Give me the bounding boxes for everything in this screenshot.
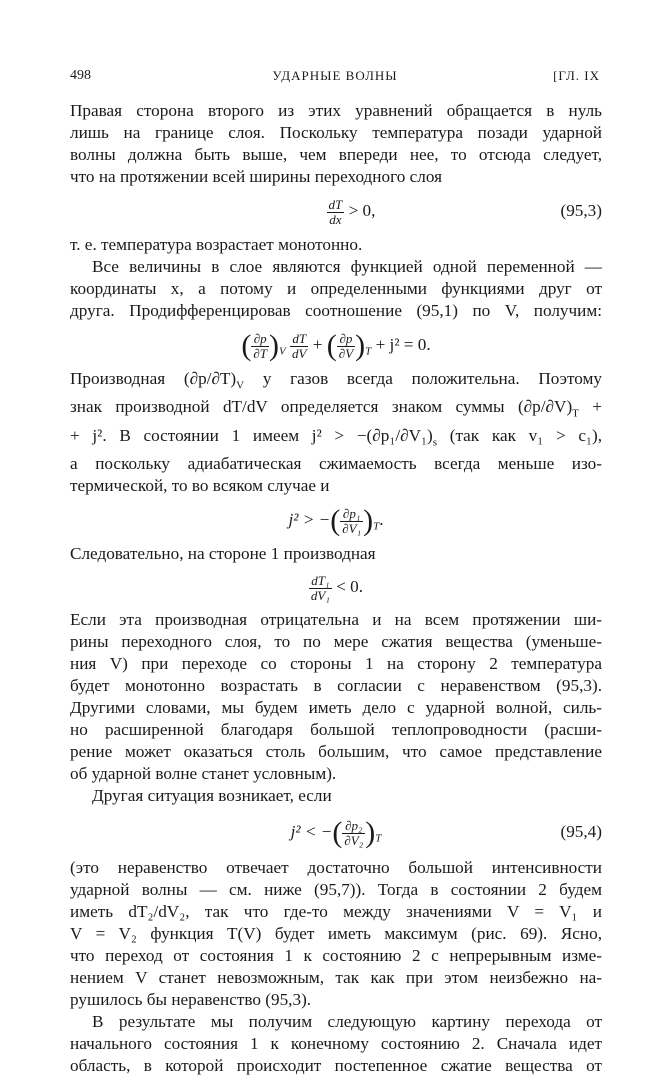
paragraph-8: [70, 857, 602, 1011]
text-line: Следовательно, на стороне 1 производная: [70, 544, 376, 564]
page-header: [70, 68, 600, 88]
equation-derivative-sign: $\frac{\text{dT₁}}{\text{dV₁}}$ < 0.: [310, 572, 364, 603]
equation-label: (95,4): [560, 822, 602, 842]
eq-denominator: dx: [329, 211, 342, 227]
equation-derivative: ( $\frac{\partial p}{\partial T}$ )$_V$ $\frac{dT}{dV}$ + ( $\frac{\partial p}{\partial V}$ )$_T + j^2 = 0$.: [241, 329, 431, 363]
text-line: координаты x, а потому и определенными функциями друг от: [70, 279, 602, 298]
text-line: область, в которой происходит постепенное сжатие вещества от: [70, 1056, 602, 1076]
text-line: рины переходного слоя, то по мере сжатия вещества (уменьше-: [70, 632, 602, 652]
paragraph-1: [70, 100, 602, 188]
text-line: ударной волны — см. ниже (95,7)). Тогда в состоянии 2 будем: [70, 880, 602, 900]
text-line: т. е. температура возрастает монотонно.: [70, 235, 363, 254]
equation-label: (95,3): [560, 201, 602, 220]
text-line: лишь на границе слоя. Поскольку температура позади ударной: [70, 123, 602, 142]
text-line: что переход от состояния 1 к состоянию 2 с непрерывным изме-: [70, 946, 602, 966]
text-line: а поскольку адиабатическая сжимаемость всегда меньше изо-: [70, 454, 602, 474]
text-line: рение может оказаться столь большим, что самое представление: [70, 742, 602, 762]
text-line: иметь dT₂/dV₂, так что где-то между значениями V = V₁ и: [70, 902, 602, 922]
text-line: Другая ситуация возникает, если: [92, 786, 332, 806]
paragraph-2: [70, 234, 602, 256]
text-line: друга. Продифференцировав соотношение (95,1) по V, получим:: [70, 301, 602, 320]
equation-inequality: j² > −( $\frac{\text{∂p₁}}{\text{∂V₁}}$ )$_T$.: [288, 504, 384, 538]
eq-fraction: [327, 198, 345, 227]
text-line: (это неравенство отвечает достаточно большой интенсивности: [70, 858, 602, 878]
text-line: Производная $(\partial p/\partial T)_V$ у газов всегда положительна. Поэтому: [70, 369, 602, 392]
text-line: Правая сторона второго из этих уравнений обращается в нуль: [70, 101, 602, 120]
text-line: начального состояния 1 к конечному состоянию 2. Сначала идет: [70, 1034, 602, 1054]
text-line: Все величины в слое являются функцией одной переменной —: [92, 257, 602, 276]
page-body: [70, 100, 602, 1077]
text-line: знак производной dT/dV определяется знаком суммы $(\partial p/\partial V)_T$ +: [70, 397, 602, 420]
text-line: Другими словами, мы будем иметь дело с ударной волной, силь-: [70, 698, 602, 718]
equation-95-3: [70, 188, 602, 234]
paragraph-5: [70, 543, 602, 565]
text-line: рушилось бы неравенство (95,3).: [70, 990, 312, 1010]
chapter-title: УДАРНЫЕ ВОЛНЫ: [272, 68, 398, 83]
page-number: 498: [70, 68, 91, 83]
paragraph-3: [70, 256, 602, 322]
text-line: V = V₂ функция T(V) будет иметь максимум (рис. 69). Ясно,: [70, 924, 602, 944]
paragraph-9: [70, 1011, 602, 1077]
eq-rest: > 0,: [348, 201, 376, 220]
text-line: но расширенной благодаря большой теплопроводности (расши-: [70, 720, 602, 740]
text-line: Если эта производная отрицательна и на всем протяжении ши-: [70, 610, 602, 630]
text-line: ния V) при переходе со стороны 1 на сторону 2 температура: [70, 654, 602, 674]
paragraph-7: [70, 785, 602, 807]
paragraph-4: [70, 368, 602, 497]
text-line: будет монотонно возрастать в согласии с неравенством (95,3).: [70, 676, 602, 696]
text-line: волны должна быть выше, чем впереди нее, то отсюда следует,: [70, 145, 602, 164]
text-line: что на протяжении всей ширины переходного слоя: [70, 167, 442, 186]
text-line: об ударной волне станет условным).: [70, 764, 337, 784]
equation-95-4: j² < −( $\frac{\text{∂p₂}}{\text{∂V₂}}$ )$_T$ (95,4): [70, 807, 602, 857]
chapter-ref: [ГЛ. IX: [553, 68, 600, 83]
eq-numerator: dT: [328, 196, 343, 212]
text-line: термической, то во всяком случае и: [70, 476, 330, 496]
text-line: + j². В состоянии 1 имеем $j^2 > -(\partial p_1/\partial V_1)_s$ (так как v₁ > c₁),: [70, 425, 602, 449]
paragraph-6: [70, 609, 602, 785]
text-line: нением V станет невозможным, так как при этом неизбежно на-: [70, 968, 602, 988]
text-line: В результате мы получим следующую картину перехода от: [92, 1012, 602, 1032]
